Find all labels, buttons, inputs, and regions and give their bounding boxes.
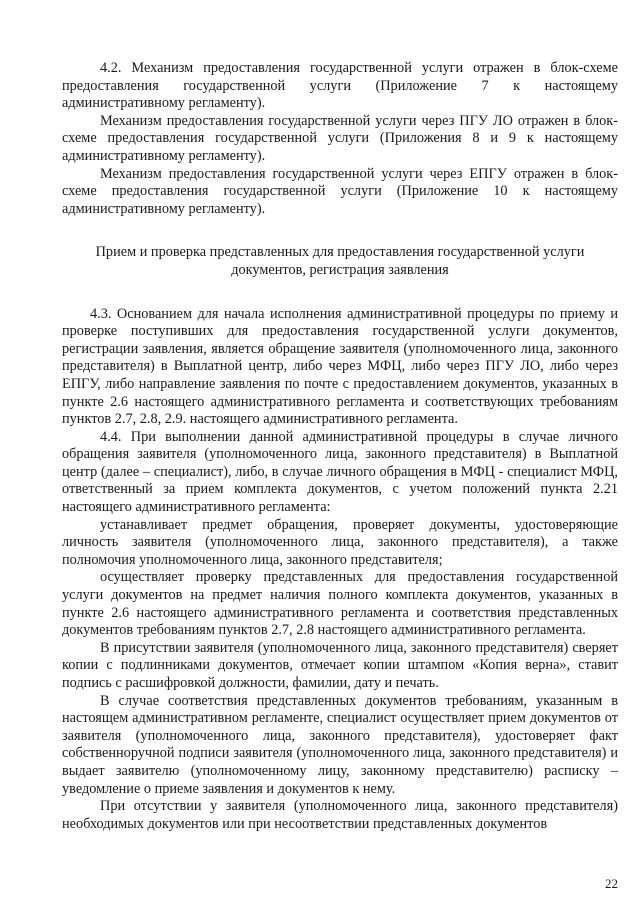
paragraph-pgu-lo: Механизм предоставления государственной услуги через ПГУ ЛО отражен в блок-схеме предоставления государственной услуги (Приложения 8 и 9 к настоящему административному регламенту).	[62, 112, 618, 164]
paragraph-4-2: 4.2. Механизм предоставления государственной услуги отражен в блок-схеме предоставления государственной услуги (Приложение 7 к настоящему административному регламенту).	[62, 60, 618, 112]
document-page	[62, 60, 618, 833]
page-number: 22	[605, 876, 618, 891]
paragraph-epgu: Механизм предоставления государственной услуги через ЕПГУ отражен в блок-схеме предоставления государственной услуги (Приложение 10 к настоящему административному регламенту).	[62, 165, 618, 217]
section-heading: Прием и проверка представленных для предоставления государственной услуги документов, регистрация заявления	[95, 244, 585, 278]
paragraph-4-3: 4.3. Основанием для начала исполнения административной процедуры по приему и проверке поступивших для предоставления государственной услуги документов, регистрации заявления, является обращение заявителя (уполномоченного лица, законного представителя) в Выплатной центр, либо через МФЦ, либо через ПГУ ЛО, либо через ЕПГУ, либо направление заявления по почте с предоставлением документов, указанных в пункте 2.6 настоящего административного регламента и соответствующих требованиям пунктов 2.7, 2.8, 2.9. настоящего административного регламента.	[62, 305, 618, 428]
paragraph-absence: При отсутствии у заявителя (уполномоченного лица, законного представителя) необходимых документов или при несоответствии представленных документов	[62, 798, 618, 832]
paragraph-establishes: устанавливает предмет обращения, проверяет документы, удостоверяющие личность заявителя (уполномоченного лица, законного представителя), а также полномочия уполномоченного лица, законного представителя;	[62, 516, 618, 568]
paragraph-verifies: осуществляет проверку представленных для предоставления государственной услуги документов на предмет наличия полного комплекта документов, указанных в пункте 2.6 настоящего административного регламента и соответствия представленных документов требованиям пунктов 2.7, 2.8 настоящего административного регламента.	[62, 569, 618, 639]
paragraph-copies: В присутствии заявителя (уполномоченного лица, законного представителя) сверяет копии с подлинниками документов, отмечает копии штампом «Копия верна», ставит подпись с расшифровкой должности, фамилии, дату и печать.	[62, 639, 618, 691]
paragraph-acceptance: В случае соответствия представленных документов требованиям, указанным в настоящем административном регламенте, специалист осуществляет прием документов от заявителя (уполномоченного лица, законного представителя), удостоверяет факт собственноручной подписи заявителя (уполномоченного лица, законного представителя) и выдает заявителю (уполномоченному лицу, законному представителю) расписку – уведомление о приеме заявления и документов к нему.	[62, 692, 618, 797]
paragraph-4-4: 4.4. При выполнении данной административной процедуры в случае личного обращения заявителя (уполномоченного лица, законного представителя) в Выплатной центр (далее – специалист), либо, в случае личного обращения в МФЦ - специалист МФЦ, ответственный за прием комплекта документов, с учетом положений пункта 2.21 настоящего административного регламента:	[62, 428, 618, 516]
